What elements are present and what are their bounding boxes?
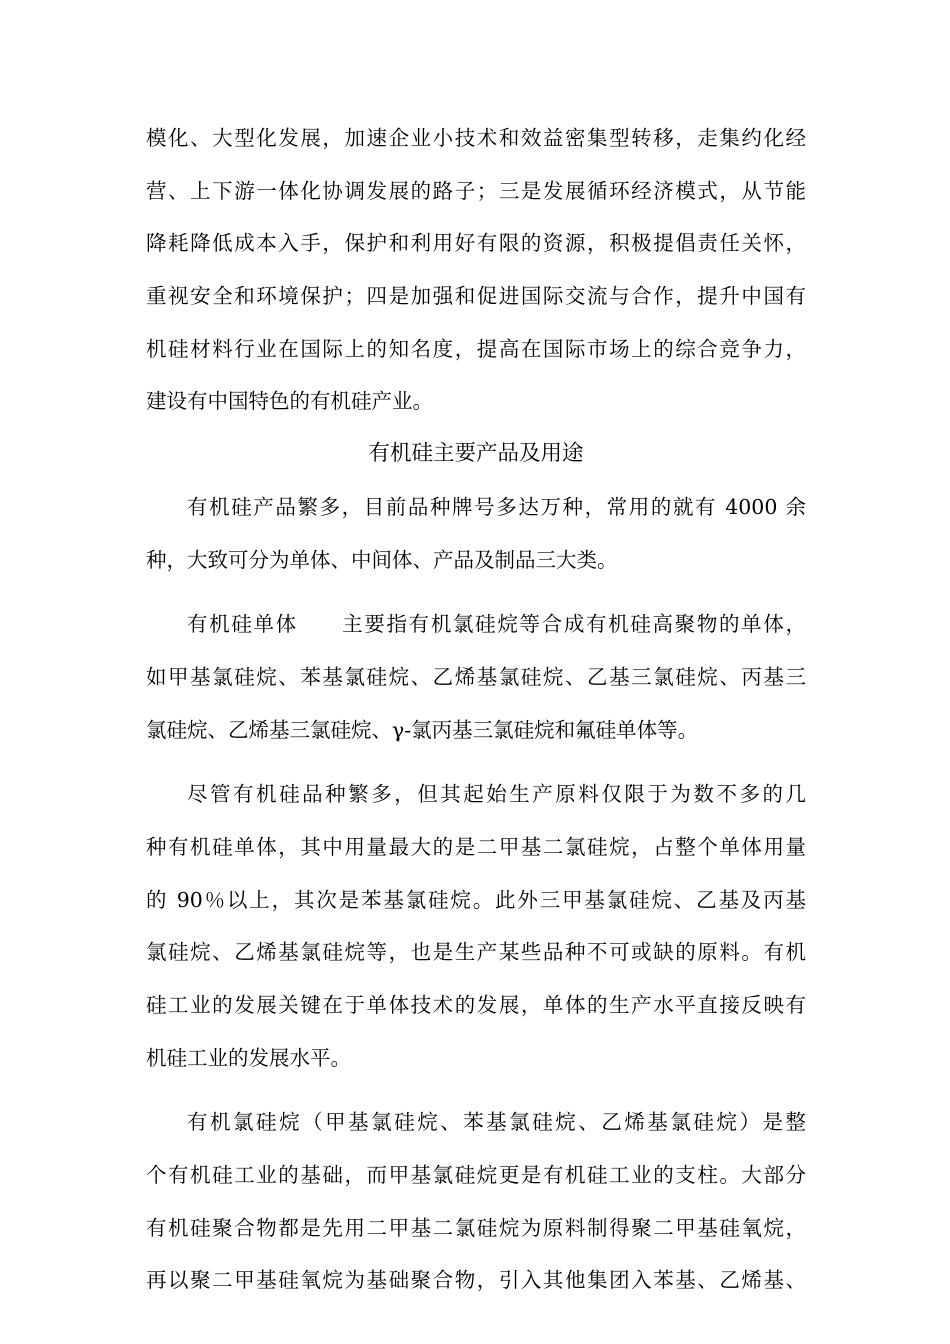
text-line: 机硅材料行业在国际上的知名度，提高在国际市场上的综合竞争力， xyxy=(146,336,806,361)
text-line: 再以聚二甲基硅氧烷为基础聚合物，引入其他集团入苯基、乙烯基、 xyxy=(146,1268,806,1293)
paragraph-spacing xyxy=(146,586,806,598)
paragraph-chlorosilanes xyxy=(146,1096,806,1307)
paragraph-spacing xyxy=(146,1084,806,1096)
text-line: 营、上下游一体化协调发展的路子；三是发展循环经济模式，从节能 xyxy=(146,178,806,203)
text-line: 尽管有机硅品种繁多，但其起始生产原料仅限于为数不多的几 xyxy=(187,782,806,807)
paragraph-raw-materials xyxy=(146,768,806,1084)
text-line: 建设有中国特色的有机硅产业。 xyxy=(146,389,433,414)
text-line: 种有机硅单体，其中用量最大的是二甲基二氯硅烷，占整个单体用量 xyxy=(146,834,806,859)
paragraph-continuation xyxy=(146,112,806,428)
text-line: 的 90％以上，其次是苯基氯硅烷。此外三甲基氯硅烷、乙基及丙基 xyxy=(146,887,806,912)
text-line: 有机硅聚合物都是先用二甲基二氯硅烷为原料制得聚二甲基硅氧烷， xyxy=(146,1215,806,1240)
section-title: 有机硅主要产品及用途 xyxy=(368,441,584,467)
text-line: 模化、大型化发展，加速企业小技术和效益密集型转移，走集约化经 xyxy=(146,126,806,150)
paragraph-spacing xyxy=(146,756,806,768)
text-line: 有机氯硅烷（甲基氯硅烷、苯基氯硅烷、乙烯基氯硅烷）是整 xyxy=(187,1110,806,1135)
text-line: 如甲基氯硅烷、苯基氯硅烷、乙烯基氯硅烷、乙基三氯硅烷、丙基三 xyxy=(146,664,806,689)
text-line: 有机硅单体 主要指有机氯硅烷等合成有机硅高聚物的单体， xyxy=(187,612,806,637)
paragraph-monomers xyxy=(146,598,806,756)
text-line: 硅工业的发展关键在于单体技术的发展，单体的生产水平直接反映有 xyxy=(146,993,806,1017)
text-line: 降耗降低成本入手，保护和利用好有限的资源，积极提倡责任关怀， xyxy=(146,231,806,256)
text-line: 个有机硅工业的基础，而甲基氯硅烷更是有机硅工业的支柱。大部分 xyxy=(146,1163,806,1188)
text-line: 种，大致可分为单体、中间体、产品及制品三大类。 xyxy=(146,547,618,572)
text-line: 氯硅烷、乙烯基氯硅烷等，也是生产某些品种不可或缺的原料。有机 xyxy=(146,940,806,965)
document-page xyxy=(146,112,806,1307)
text-line: 氯硅烷、乙烯基三氯硅烷、γ-氯丙基三氯硅烷和氟硅单体等。 xyxy=(146,717,699,742)
text-line: 有机硅产品繁多，目前品种牌号多达万种，常用的就有 4000 余 xyxy=(187,494,806,519)
text-line: 机硅工业的发展水平。 xyxy=(146,1045,351,1070)
text-line: 重视安全和环境保护；四是加强和促进国际交流与合作，提升中国有 xyxy=(146,284,806,309)
paragraph-product-overview xyxy=(146,481,806,586)
